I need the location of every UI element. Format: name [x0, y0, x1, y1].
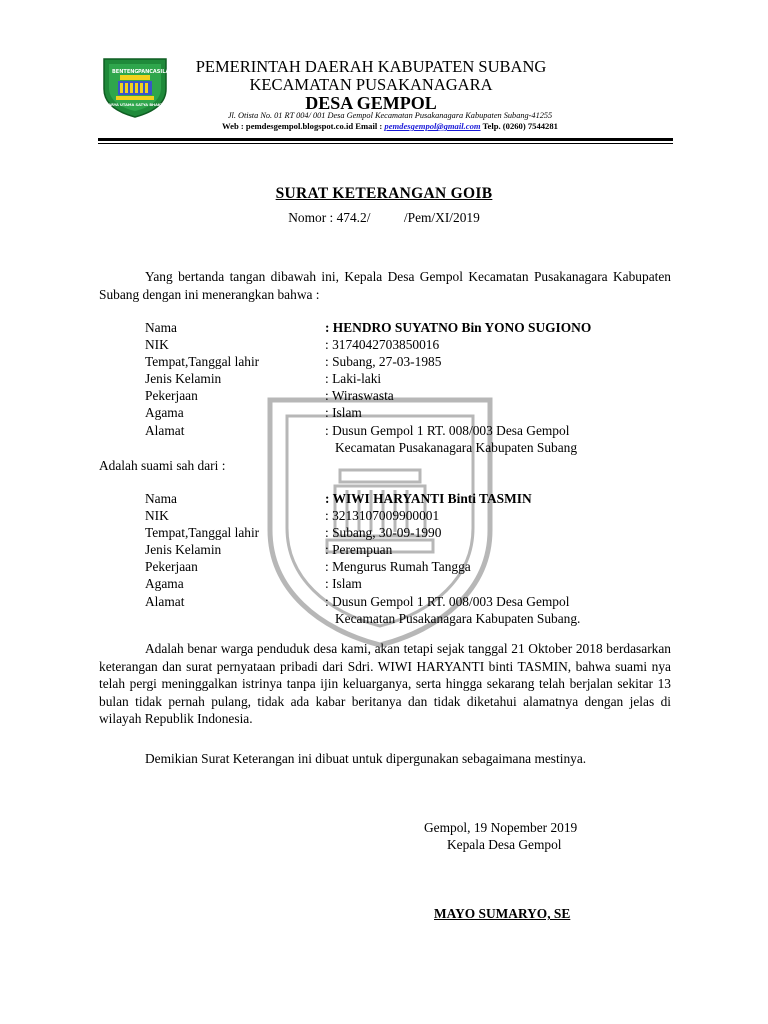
p1-value: : Islam: [325, 405, 362, 420]
letterhead-village: DESA GEMPOL: [305, 93, 437, 113]
p1-value: : 3174042703850016: [325, 337, 440, 352]
place-date: Gempol, 19 Nopember 2019: [424, 820, 578, 835]
p1-value-name: : HENDRO SUYATNO Bin YONO SUGIONO: [325, 320, 592, 335]
relation-text: Adalah suami sah dari :: [99, 458, 226, 473]
p2-value: : Subang, 30-09-1990: [325, 525, 442, 540]
p2-label: Agama: [145, 576, 184, 591]
p1-label: Jenis Kelamin: [145, 371, 222, 386]
p1-label: Alamat: [145, 423, 185, 438]
letterhead-contact: [150, 121, 630, 131]
p2-value: : Mengurus Rumah Tangga: [325, 559, 471, 574]
p1-label: Tempat,Tanggal lahir: [145, 354, 260, 369]
p2-value-name: : WIWI HARYANTI Binti TASMIN: [325, 491, 532, 506]
p1-label: Pekerjaan: [145, 388, 198, 403]
document-title: SURAT KETERANGAN GOIB: [275, 185, 493, 202]
closing-text: Demikian Surat Keterangan ini dibuat untuk dipergunakan sebagaimana mestinya.: [145, 751, 587, 766]
village-emblem-logo: [100, 55, 170, 119]
logo-text-left: BENTENG: [112, 69, 139, 75]
logo-text-right: PANCASILA: [138, 69, 170, 75]
p1-value: : Laki-laki: [325, 371, 382, 386]
p1-address-cont: Kecamatan Pusakanagara Kabupaten Subang: [335, 440, 578, 455]
letterhead-rule-thin: [98, 143, 673, 144]
web-text: Web : pemdesgempol.blogspot.co.id Email :: [222, 121, 385, 131]
letterhead-district: KECAMATAN PUSAKANAGARA: [249, 75, 493, 94]
phone-text: Telp. (0260) 7544281: [480, 121, 558, 131]
body-text: Adalah benar warga penduduk desa kami, akan tetapi sejak tanggal 21 Oktober 2018 berdasarkan keterangan dan surat pernyataan pribadi dari Sdri. WIWI HARYANTI binti TASMIN, bahwa suami nya telah pergi meninggalkan istrinya tanpa ijin keluarganya, serta hingga sekarang telah berjalan sekitar 13 bulan tidak pernah pulang, tidak ada kabar beritanya dan tidak diketahui alamatnya dengan jelas di wilayah Republik Indonesia.: [99, 641, 671, 726]
document-number: Nomor : 474.2/ /Pem/XI/2019: [288, 210, 480, 225]
body-paragraph: [99, 640, 671, 728]
p2-label: Alamat: [145, 594, 185, 609]
p2-label: Pekerjaan: [145, 559, 198, 574]
p1-label: Nama: [145, 320, 177, 335]
p2-label: Tempat,Tanggal lahir: [145, 525, 260, 540]
p1-value: : Wiraswasta: [325, 388, 394, 403]
p1-value: : Dusun Gempol 1 RT. 008/003 Desa Gempol: [325, 423, 570, 438]
intro-text: Yang bertanda tangan dibawah ini, Kepala Desa Gempol Kecamatan Pusakanagara Kabupaten Subang dengan ini menerangkan bahwa :: [99, 269, 671, 302]
letterhead-rule-thick: [98, 138, 673, 141]
intro-paragraph: [99, 268, 671, 303]
p1-label: NIK: [145, 337, 169, 352]
p2-value: : Islam: [325, 576, 362, 591]
p2-label: NIK: [145, 508, 169, 523]
logo-text-bottom: KARYA UTAMA SATYA BHAKTI: [105, 103, 165, 107]
signatory-position: Kepala Desa Gempol: [447, 837, 562, 852]
p2-address-cont: Kecamatan Pusakanagara Kabupaten Subang.: [335, 611, 581, 626]
p1-value: : Subang, 27-03-1985: [325, 354, 442, 369]
closing-paragraph: [99, 750, 671, 768]
letterhead-government: PEMERINTAH DAERAH KABUPATEN SUBANG: [195, 57, 547, 76]
p2-value: : Perempuan: [325, 542, 393, 557]
p2-value: : 3213107009900001: [325, 508, 440, 523]
letterhead-address: Jl. Otista No. 01 RT 004/ 001 Desa Gempol Kecamatan Pusakanagara Kabupaten Subang-41255: [227, 111, 553, 120]
p2-label: Nama: [145, 491, 177, 506]
email-link[interactable]: pemdesgempol@gmail.com: [384, 121, 481, 131]
p2-label: Jenis Kelamin: [145, 542, 222, 557]
signatory-name: MAYO SUMARYO, SE: [434, 906, 571, 921]
p1-label: Agama: [145, 405, 184, 420]
p2-value: : Dusun Gempol 1 RT. 008/003 Desa Gempol: [325, 594, 570, 609]
